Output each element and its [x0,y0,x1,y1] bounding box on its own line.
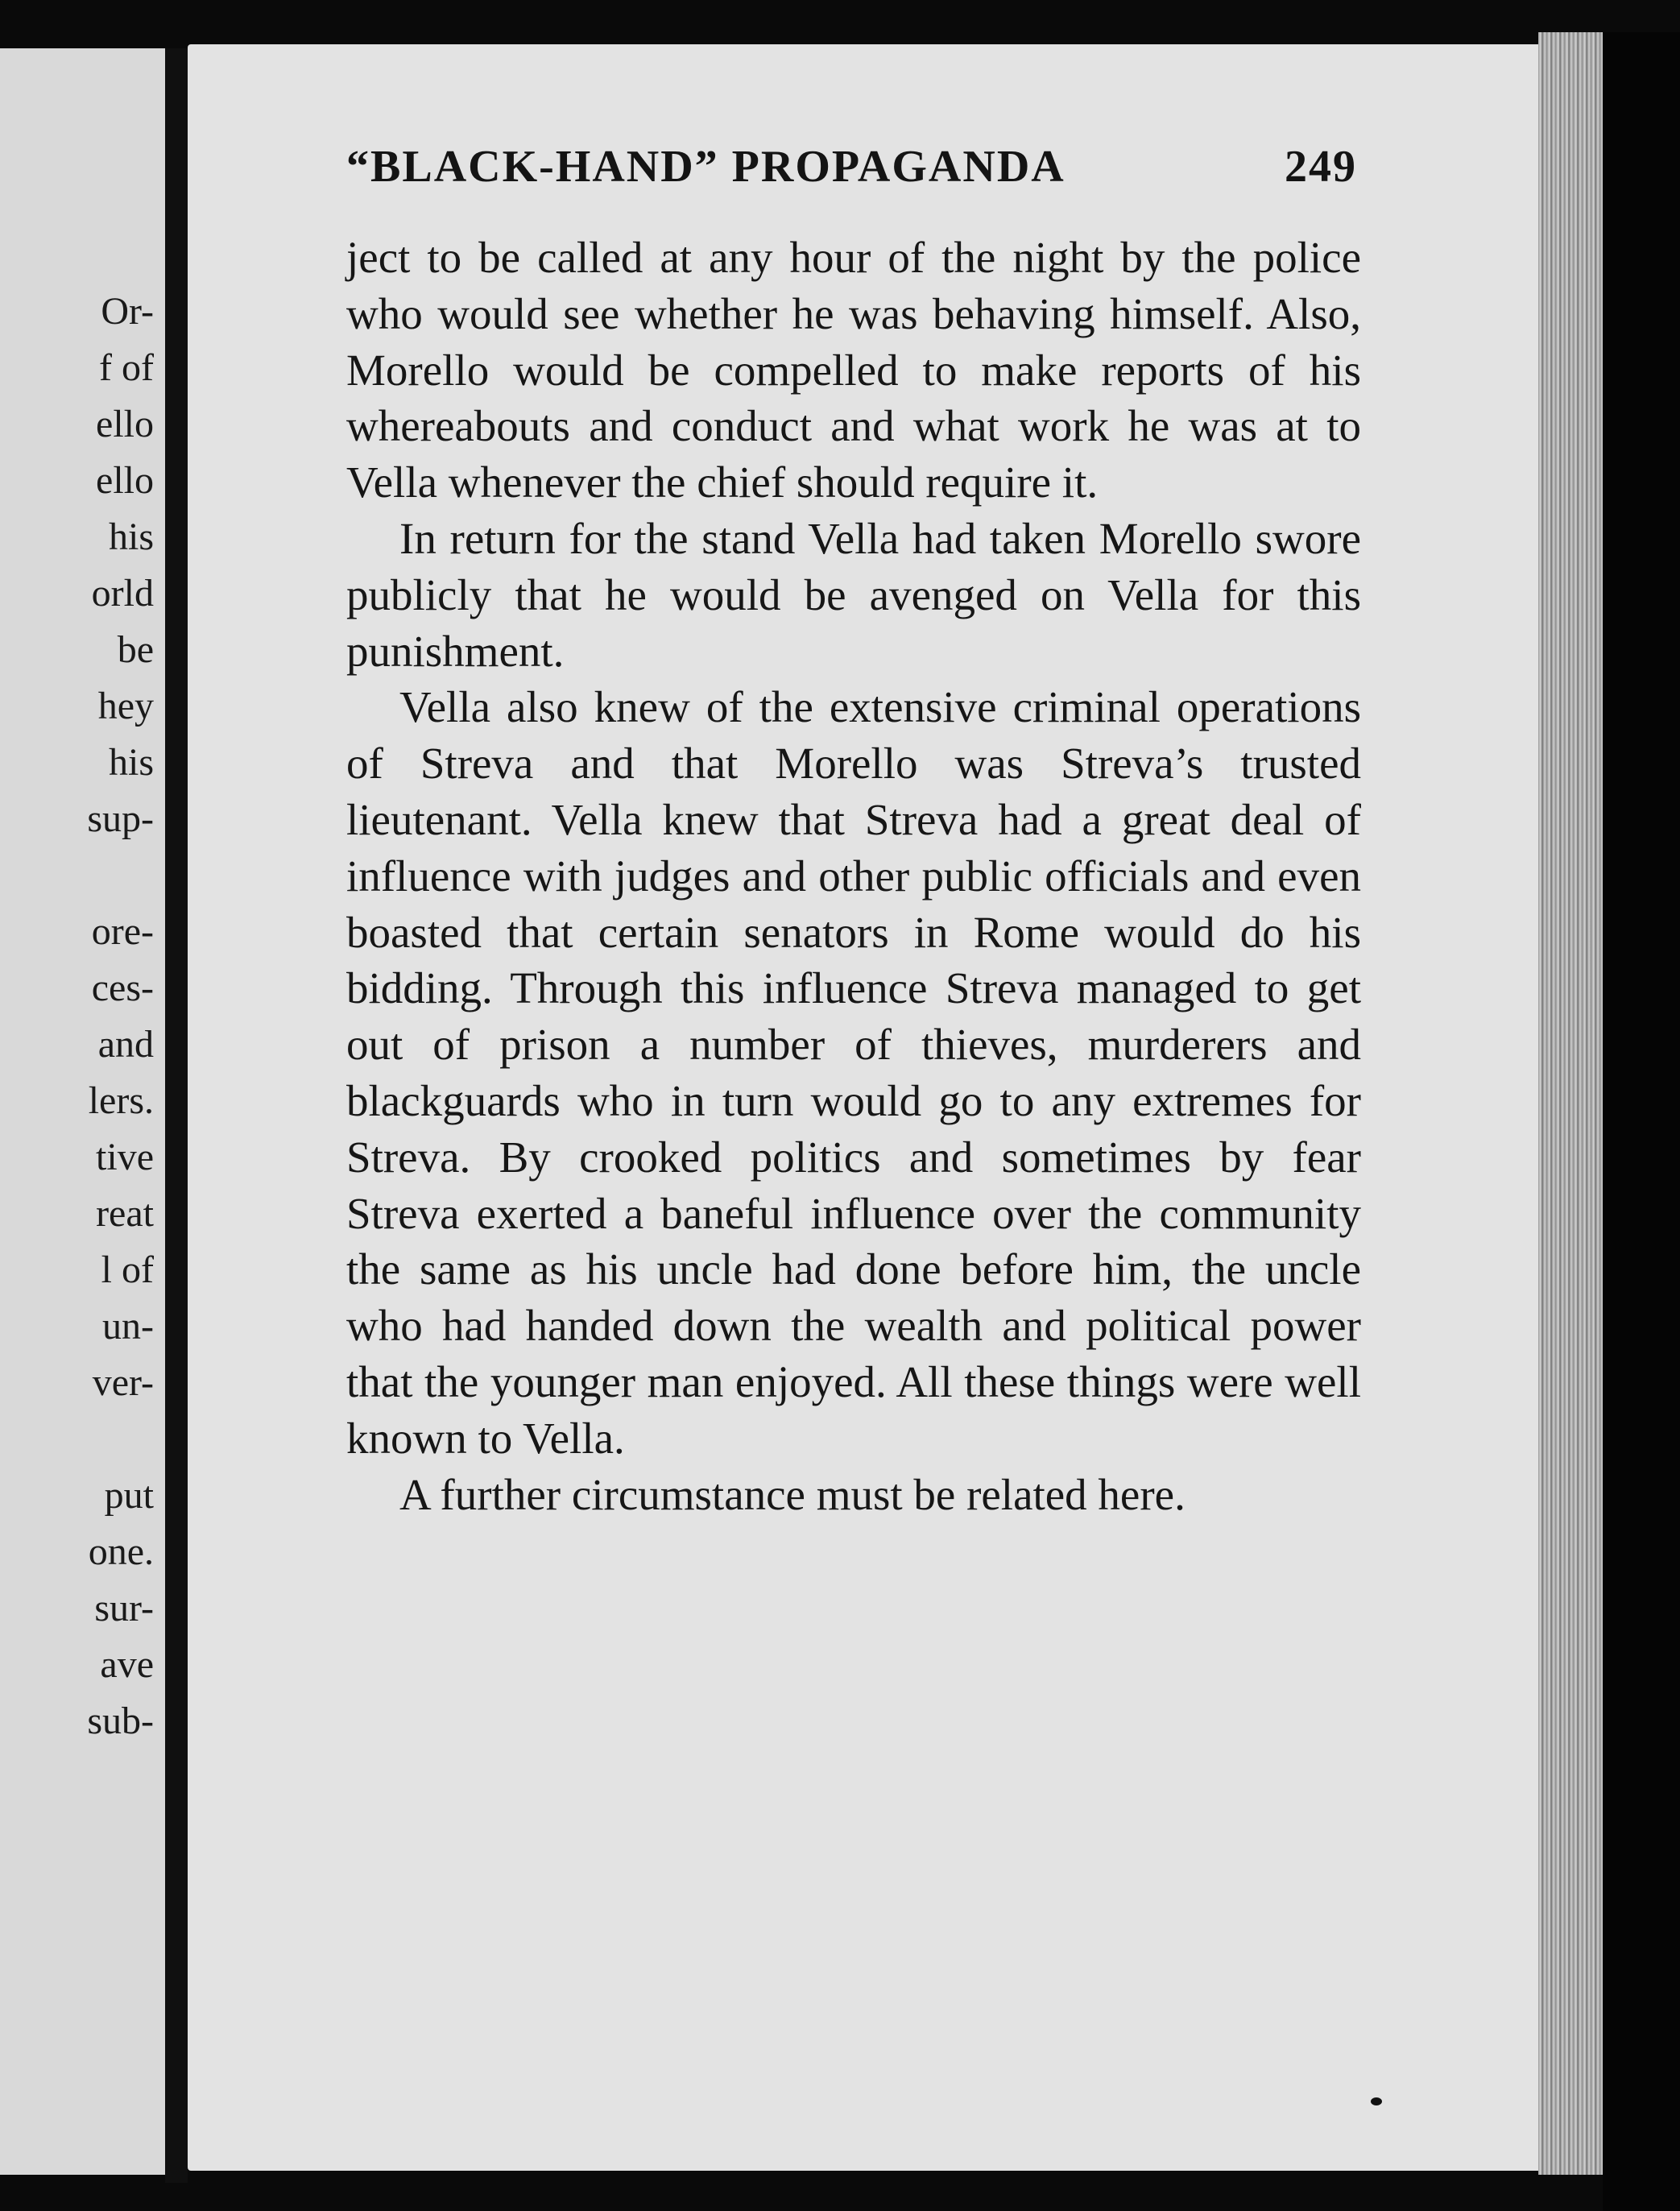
running-head [346,141,1357,197]
left-fragment: Or- [101,290,154,333]
left-fragment: f of [99,346,154,389]
paragraph: ject to be called at any hour of the night by the police who would see whether he was behaving himself. Also, Morello would be compelled to make reports of his whereabouts and conduct and what work he was at to Vella whenever the chief should require it. [346,233,1361,507]
paragraph: A further circumstance must be related here. [399,1469,1186,1519]
left-fragment: his [108,741,154,784]
running-head-title: “BLACK-HAND” PROPAGANDA [346,142,1066,192]
left-fragment: ces- [91,967,154,1009]
left-fragment: ore- [91,910,154,953]
left-fragment: be [117,628,154,671]
left-fragment: ello [96,459,154,502]
left-fragment: his [108,515,154,558]
left-fragment: one. [88,1530,154,1573]
left-fragment: sub- [87,1700,154,1742]
left-fragment: tive [96,1136,154,1178]
left-fragment: put [104,1474,154,1517]
left-fragment: un- [102,1305,154,1348]
left-fragment: sur- [94,1587,154,1629]
body-text [346,230,1361,1522]
paragraph: In return for the stand Vella had taken Morello swore publicly that he would be avenged on Vella for this punishment. [346,513,1361,676]
left-fragment: hey [97,685,154,727]
page-number: 249 [1285,142,1357,192]
page-edges [1538,32,1603,2175]
ink-speck [1371,2097,1382,2105]
left-fragment: l of [101,1248,154,1291]
left-fragment: lers. [88,1079,154,1122]
background-shadow [1603,32,1680,2211]
left-fragment: reat [96,1192,154,1235]
left-fragment: ver- [92,1361,154,1404]
left-page-fragment [0,48,165,2175]
paragraph: Vella also knew of the extensive criminal operations of Streva and that Morello was Streva’s trusted lieutenant. Vella knew that Streva had a great deal of influence with judges and other public officials and even boasted that certain senators in Rome would do his bidding. Through this influence Streva managed to get out of prison a number of thieves, murderers and blackguards who in turn would go to any extremes for Streva. By crooked politics and sometimes by fear Streva exerted a baneful influence over the community the same as his uncle had done before him, the uncle who had handed down the wealth and political power that the younger man enjoyed. All these things were well known to Vella. [346,682,1361,1463]
left-fragment: sup- [87,797,154,840]
left-fragment: and [97,1023,154,1066]
book-gutter [165,48,188,2183]
left-fragment: ello [96,403,154,445]
left-fragment: ave [100,1643,154,1686]
left-fragment: orld [91,572,154,615]
